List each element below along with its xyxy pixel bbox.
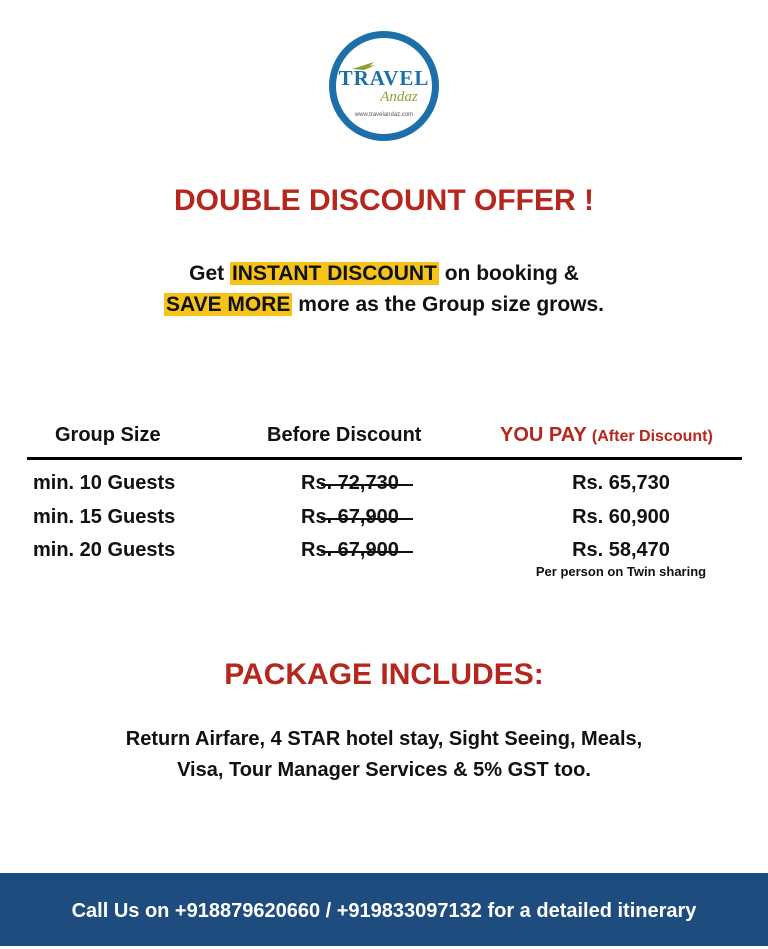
table-divider bbox=[27, 457, 742, 460]
header-group-size: Group Size bbox=[55, 424, 161, 446]
package-line-1: Return Airfare, 4 STAR hotel stay, Sight Seeing, Meals, bbox=[125, 728, 643, 750]
subtitle-line-1 bbox=[0, 258, 768, 289]
logo-brand-bottom: Andaz bbox=[380, 89, 418, 105]
row-2-before bbox=[301, 506, 399, 529]
package-line-2: Visa, Tour Manager Services & 5% GST too. bbox=[177, 759, 591, 781]
package-includes bbox=[0, 724, 768, 786]
row-1-group: min. 10 Guests bbox=[33, 472, 176, 494]
row-1-before-price: Rs. 72,730 bbox=[301, 472, 399, 494]
you-pay-label: YOU PAY bbox=[500, 424, 587, 446]
subtitle-line-2 bbox=[0, 289, 768, 320]
footer-call-banner: Call Us on +918879620660 / +919833097132 for a detailed itinerary bbox=[0, 873, 768, 946]
instant-discount-highlight: INSTANT DISCOUNT bbox=[231, 262, 437, 285]
offer-subtitle bbox=[0, 258, 768, 320]
row-3-group: min. 20 Guests bbox=[33, 539, 176, 561]
header-you-pay bbox=[500, 424, 713, 447]
row-1-before bbox=[301, 472, 399, 495]
row-3-after: Rs. 58,470 bbox=[572, 539, 670, 561]
package-title: PACKAGE INCLUDES: bbox=[224, 658, 544, 691]
brand-logo bbox=[329, 31, 439, 141]
row-3-before-price: Rs. 67,900 bbox=[301, 539, 399, 561]
row-3-before bbox=[301, 539, 399, 562]
logo-brand-top: TRAVEL bbox=[338, 66, 430, 90]
logo-url: www.travelandaz.com bbox=[354, 112, 414, 118]
row-2-after: Rs. 60,900 bbox=[572, 506, 670, 528]
after-discount-label: (After Discount) bbox=[591, 428, 713, 445]
header-before-discount: Before Discount bbox=[267, 424, 422, 446]
row-2-before-price: Rs. 67,900 bbox=[301, 506, 399, 528]
subtitle-prefix: Get bbox=[189, 262, 230, 285]
offer-title: DOUBLE DISCOUNT OFFER ! bbox=[174, 184, 594, 217]
save-more-highlight: SAVE MORE bbox=[165, 293, 291, 316]
subtitle-suffix: on booking & bbox=[438, 262, 579, 285]
twin-sharing-note: Per person on Twin sharing bbox=[535, 564, 707, 579]
row-1-after: Rs. 65,730 bbox=[572, 472, 670, 494]
subtitle-line2-suffix: more as the Group size grows. bbox=[292, 293, 605, 316]
row-2-group: min. 15 Guests bbox=[33, 506, 176, 528]
